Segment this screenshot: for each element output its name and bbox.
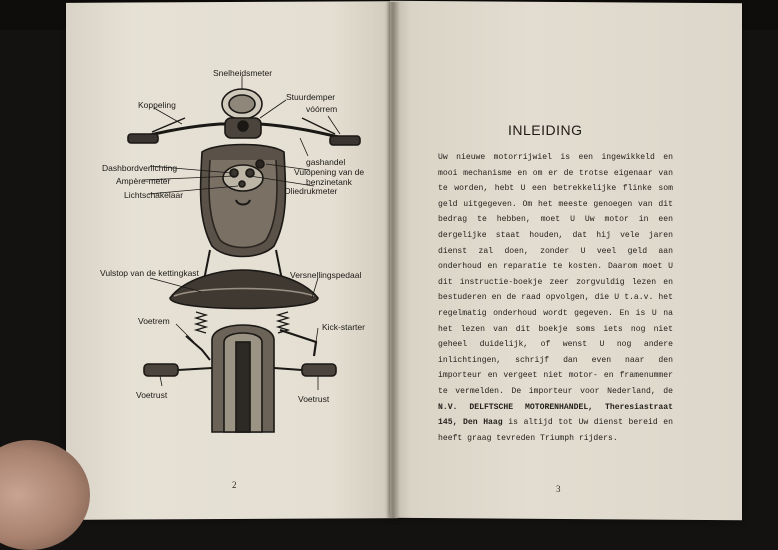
right-grip xyxy=(330,136,360,145)
label-fuel-tank: benzinetank xyxy=(306,177,352,187)
label-clutch: Koppeling xyxy=(138,100,176,110)
motorcycle-diagram xyxy=(90,60,390,440)
label-filler-opening: Vulopening van de xyxy=(294,167,365,177)
right-footrest xyxy=(302,364,336,376)
label-dashboard-lighting: Dashbordverlichting xyxy=(102,163,178,173)
label-speedometer: Snelheidsmeter xyxy=(213,68,273,78)
label-chaincase-filler: Vulstop van de kettingkast xyxy=(100,268,199,278)
label-rear-brake: Voetrem xyxy=(138,316,170,326)
label-light-switch: Lichtschakelaar xyxy=(124,190,184,200)
label-steering-damper: Stuurdemper xyxy=(286,92,336,102)
label-gear-pedal: Versnellingspedaal xyxy=(290,270,362,280)
label-front-brake: vóórrem xyxy=(306,104,338,114)
page-number-right: 3 xyxy=(556,484,561,494)
kick-starter xyxy=(280,330,316,356)
label-right-footrest: Voetrust xyxy=(298,394,330,404)
left-grip xyxy=(128,134,158,143)
left-footrest xyxy=(144,364,178,376)
label-oil-pressure-gauge: Oliedrukmeter xyxy=(284,186,338,196)
page-heading: INLEIDING xyxy=(508,122,583,138)
label-ammeter: Ampère-meter xyxy=(116,176,171,186)
closing-text: is altijd tot Uw dienst bereid en heeft graag tevreden Triumph rijders. xyxy=(438,418,673,443)
label-left-footrest: Voetrust xyxy=(136,390,168,400)
importer-name: N.V. DELFTSCHE MOTORENHANDEL, Theresiastraat 145, Den Haag xyxy=(438,402,673,428)
page-number-left: 2 xyxy=(232,480,237,490)
label-throttle: gashandel xyxy=(306,157,346,167)
label-kick-starter: Kick-starter xyxy=(322,322,365,332)
intro-text xyxy=(438,150,673,446)
intro-paragraph: Uw nieuwe motorrijwiel is een ingewikkeld en mooi mechanisme en om er de trotse eigenaar van te worden, hebt U een betrekkelijke flinke som geld uitgegeven. Om het meeste genoegen van dit bedrag te hebben, moet U Uw motor in een dergelijke staat houden, dat hij vele jaren dienst zal doen, zonder U veel geld aan onderhoud en reparatie te kosten. Daarom moet U dit instructie-boekje zeer zorgvuldig lezen en bestuderen en de raad opvolgen, die U t.a.v. het regelmatig onderhoud wordt gegeven. En is U na het lezen van dit boekje soms iets nog niet geheel duidelijk, of wenst U nog andere inlichtingen, schrijf dan even naar den importeur en vergeet niet motor- en framenummer te vermelden. De importeur voor Nederland, de xyxy=(438,153,673,396)
